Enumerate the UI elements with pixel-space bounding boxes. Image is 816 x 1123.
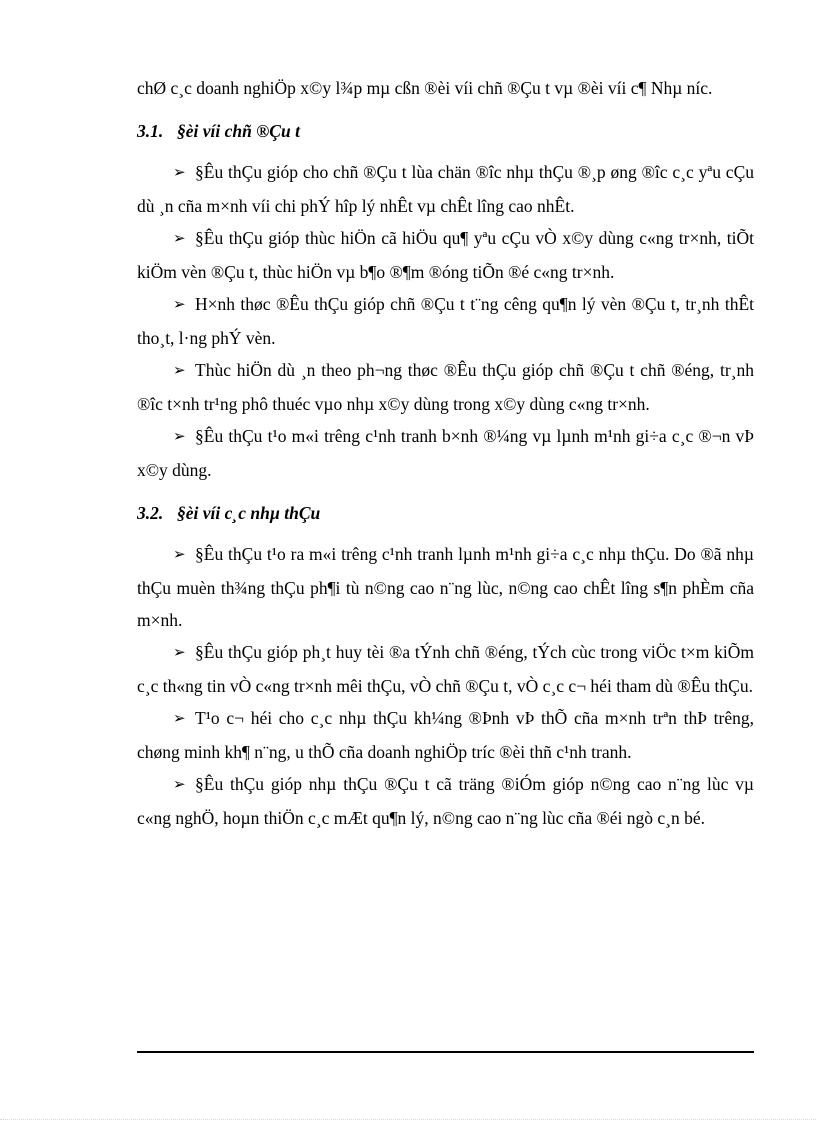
arrowhead-bullet-icon: ➢ [173, 711, 186, 727]
arrowhead-bullet-icon: ➢ [173, 231, 186, 247]
bullet-paragraph: ➢ §Êu thÇu gióp thùc hiÖn cã hiÖu qu¶ yªu cÇu vÒ x©y dùng c«ng tr×nh, tiÕt kiÖm vèn ®Çu t, thùc hiÖn vµ b¶o ®¶m ®óng tiÕn ®é c«ng tr×nh. [137, 222, 754, 288]
bullet-paragraph: ➢ H×nh thøc ®Êu thÇu gióp chñ ®Çu t t¨ng cêng qu¶n lý vèn ®Çu t, tr¸nh thÊt tho¸t, l·ng phÝ vèn. [137, 288, 754, 354]
section-3-1 [137, 116, 754, 486]
section-heading [137, 498, 754, 528]
arrowhead-bullet-icon: ➢ [173, 547, 186, 563]
bullet-paragraph: ➢ §Êu thÇu t¹o m«i trêng c¹nh tranh b×nh ®¼ng vµ lµnh m¹nh gi÷a c¸c ®¬n vÞ x©y dùng. [137, 420, 754, 486]
page-body [137, 72, 754, 834]
section-3-2 [137, 498, 754, 834]
bullet-paragraph: ➢ T¹o c¬ héi cho c¸c nhµ thÇu kh¼ng ®Þnh vÞ thÕ cña m×nh trªn thÞ trêng, chøng minh kh¶ n¨ng, u thÕ cña doanh nghiÖp tríc ®èi thñ c¹nh tranh. [137, 702, 754, 768]
page-bottom-edge [0, 1119, 816, 1120]
section-title: §èi víi chñ ®Çu t [177, 121, 300, 141]
arrowhead-bullet-icon: ➢ [173, 363, 186, 379]
arrowhead-bullet-icon: ➢ [173, 777, 186, 793]
bullet-paragraph: ➢ §Êu thÇu gióp nhµ thÇu ®Çu t cã träng ®iÓm gióp n©ng cao n¨ng lùc vµ c«ng nghÖ, hoµn thiÖn c¸c mÆt qu¶n lý, n©ng cao n¨ng lùc cña ®éi ngò c¸n bé. [137, 768, 754, 834]
section-number: 3.2. [137, 503, 164, 523]
arrowhead-bullet-icon: ➢ [173, 165, 186, 181]
arrowhead-bullet-icon: ➢ [173, 429, 186, 445]
bullet-paragraph: ➢ Thùc hiÖn dù ¸n theo ph¬ng thøc ®Êu thÇu gióp chñ ®Çu t chñ ®éng, tr¸nh ®îc t×nh tr¹ng phô thuéc vµo nhµ x©y dùng trong x©y dùng c«ng tr×nh. [137, 354, 754, 420]
arrowhead-bullet-icon: ➢ [173, 645, 186, 661]
intro-paragraph: chØ c¸c doanh nghiÖp x©y l¾p mµ cßn ®èi víi chñ ®Çu t vµ ®èi víi c¶ Nhµ níc. [137, 78, 713, 98]
section-number: 3.1. [137, 121, 164, 141]
footer-divider [137, 1051, 754, 1053]
bullet-paragraph: ➢ §Êu thÇu gióp ph¸t huy tèi ®a tÝnh chñ ®éng, tÝch cùc trong viÖc t×m kiÕm c¸c th«ng tin vÒ c«ng tr×nh mêi thÇu, vÒ chñ ®Çu t, vÒ c¸c c¬ héi tham dù ®Êu thÇu. [137, 636, 754, 702]
bullet-paragraph: ➢ §Êu thÇu gióp cho chñ ®Çu t lùa chän ®îc nhµ thÇu ®¸p øng ®îc c¸c yªu cÇu dù ¸n cña m×nh víi chi phÝ hîp lý nhÊt vµ chÊt lîng cao nhÊt. [137, 156, 754, 222]
arrowhead-bullet-icon: ➢ [173, 297, 186, 313]
section-title: §èi víi c¸c nhµ thÇu [177, 503, 321, 523]
bullet-paragraph: ➢ §Êu thÇu t¹o ra m«i trêng c¹nh tranh lµnh m¹nh gi÷a c¸c nhµ thÇu. Do ®ã nhµ thÇu muèn th¾ng thÇu ph¶i tù n©ng cao n¨ng lùc, n©ng cao chÊt lîng s¶n phÈm cña m×nh. [137, 538, 754, 636]
section-heading [137, 116, 754, 146]
